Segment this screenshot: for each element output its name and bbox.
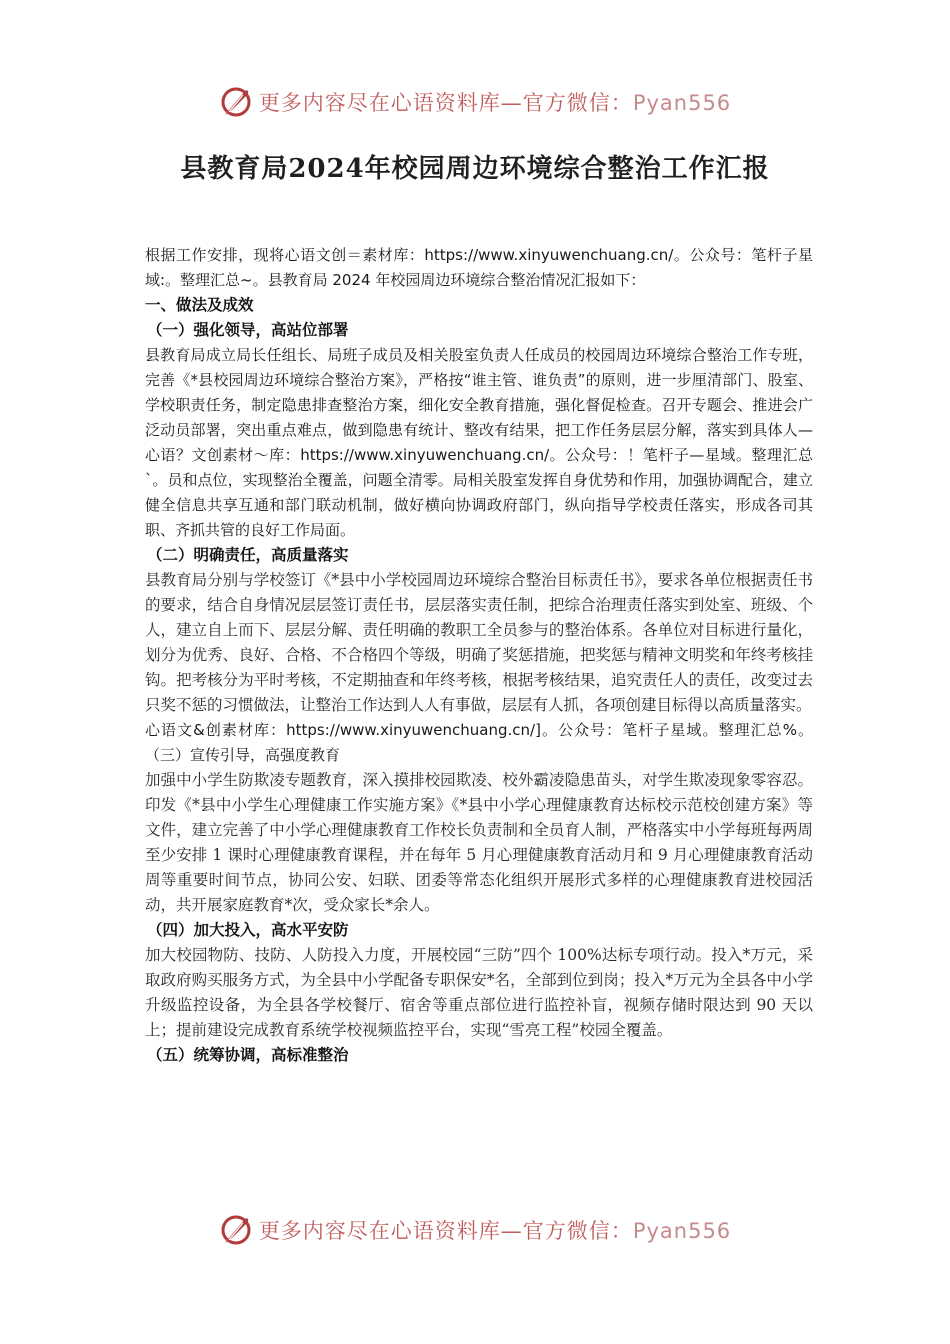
subheading-1: （一）强化领导，高站位部署 <box>147 321 349 339</box>
subheading-5: （五）统筹协调，高标准整治 <box>147 1046 349 1064</box>
paragraph-4: 加大校园物防、技防、人防投入力度，开展校园“三防”四个 100%达标专项行动。投入*万元，采取政府购买服务方式，为全县中小学配备专职保安*名，全部到位到岗；投入*万元为全县各中小学升级监控设备，为全县各学校餐厅、宿舍等重点部位进行监控补盲，视频存储时限达到 90 天以上；提前建设完成教育系统学校视频监控平台，实现“雪亮工程”校园全覆盖。 <box>145 946 813 1039</box>
subheading-2: （二）明确责任，高质量落实 <box>147 546 349 564</box>
subheading-4: （四）加大投入，高水平安防 <box>147 921 349 939</box>
paragraph-2: 县教育局分别与学校签订《*县中小学校园周边环境综合整治目标责任书》，要求各单位根据责任书的要求，结合自身情况层层签订责任书，层层落实责任制，把综合治理责任落实到处室、班级、个人，建立自上而下、层层分解、责任明确的教职工全员参与的整治体系。各单位对目标进行量化，划分为优秀、良好、合格、不合格四个等级，明确了奖惩措施，把奖惩与精神文明奖和年终考核挂钩。把考核分为平时考核，不定期抽查和年终考核，根据考核结果，追究责任人的责任，改变过去只奖不惩的习惯做法，让整治工作达到人人有事做，层层有人抓，各项创建目标得以高质量落实。 <box>145 571 813 714</box>
page-title: 县教育局2024年校园周边环境综合整治工作汇报 <box>180 154 770 184</box>
wechat-id: Pyan556 <box>632 91 732 115</box>
section-heading-1: 一、做法及成效 <box>145 296 254 314</box>
header-banner <box>0 82 950 122</box>
footer-banner <box>0 1210 950 1250</box>
intro-paragraph: 根据工作安排，现将心语文创＝素材库：https://www.xinyuwenchuang.cn/。公众号：笔杆子星域:。整理汇总~。县教育局 2024 年校园周边环境综合整治情况汇报如下： <box>145 246 813 289</box>
banner-text: 更多内容尽在心语资料库—官方微信：Pyan556 <box>258 1219 732 1243</box>
banner-text: 更多内容尽在心语资料库—官方微信：Pyan556 <box>258 91 732 115</box>
subheading-3-line: 心语文&创素材库：https://www.xinyuwenchuang.cn/]。公众号：笔杆子星域。整理汇总%。（三）宣传引导，高强度教育 <box>145 721 813 764</box>
feather-pen-circle-icon <box>219 1213 253 1247</box>
paragraph-1: 县教育局成立局长任组长、局班子成员及相关股室负责人任成员的校园周边环境综合整治工作专班，完善《*县校园周边环境综合整治方案》，严格按“谁主管、谁负责”的原则，进一步厘清部门、股室、学校职责任务，制定隐患排查整治方案，细化安全教育措施，强化督促检查。召开专题会、推进会广泛动员部署，突出重点难点，做到隐患有统计、整改有结果，把工作任务层层分解，落实到具体人—心语？文创素材～库：https://www.xinyuwenchuang.cn/。公众号：！笔杆子—星域。整理汇总`。员和点位，实现整治全覆盖，问题全清零。局相关股室发挥自身优势和作用，加强协调配合，建立健全信息共享互通和部门联动机制，做好横向协调政府部门，纵向指导学校责任落实，形成各司其职、齐抓共管的良好工作局面。 <box>145 346 813 539</box>
document-body <box>145 243 813 1068</box>
paragraph-3: 加强中小学生防欺凌专题教育，深入摸排校园欺凌、校外霸凌隐患苗头，对学生欺凌现象零容忍。印发《*县中小学生心理健康工作实施方案》《*县中小学心理健康教育达标校示范校创建方案》等文件，建立完善了中小学心理健康教育工作校长负责制和全员育人制，严格落实中小学每班每两周至少安排 1 课时心理健康教育课程，并在每年 5 月心理健康教育活动月和 9 月心理健康教育活动周等重要时间节点，协同公安、妇联、团委等常态化组织开展形式多样的心理健康教育进校园活动，共开展家庭教育*次，受众家长*余人。 <box>145 771 813 914</box>
feather-pen-circle-icon <box>219 85 253 119</box>
wechat-id: Pyan556 <box>632 1219 732 1243</box>
